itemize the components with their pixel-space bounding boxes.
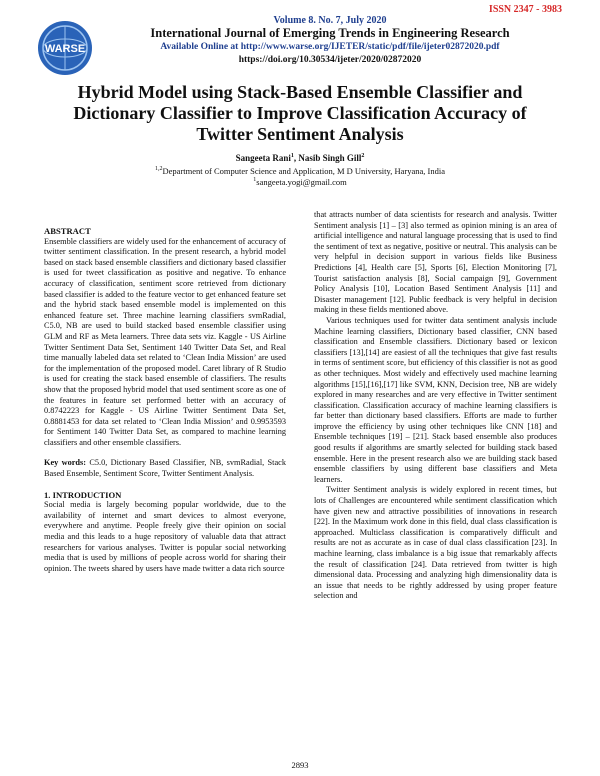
page-number: 2893	[291, 760, 309, 770]
introduction-paragraph-1: Social media is largely becoming popular worldwide, due to the availability of internet and smart devices to almost everyone, everywhere and anytime. People freely give their opinion on social media and this leads to a huge repository of valuable data that attract researchers for various analyses. Twitter is popular social networking media that is used by millions of people across world for sharing their opinion. The tweets shared by users have made twitter a data rich source	[44, 500, 286, 573]
author-2-sup: 2	[361, 153, 365, 159]
journal-name: International Journal of Emerging Trends in Engineering Research	[150, 26, 510, 40]
logo-text: WARSE	[44, 43, 86, 55]
author-1-sup: 1	[290, 153, 294, 159]
abstract-text: Ensemble classifiers are widely used for the enhancement of accuracy of twitter sentiment classification. In the present research, a hybrid model based on stack based ensemble classifiers and dictionary based classifier is used for tweet classification as positive and negative. To enhance accuracy of classification, sentiment score retrieved from dictionary based classifier is added to the feature vector to get enhanced feature set and the hybrid stack based ensemble model is implemented on this enhanced feature set. Three machine learning classifiers svmRadial, C5.0, NB are used to build stacked based ensemble classifier using GLM and RF as Meta learners. Three data sets viz. Kaggle - US Airline Twitter Sentiment Data Set, Sentiment 140 Twitter Data Set, and Real time manually labeled data set related to ‘Clean India Mission’ are used for the implementation of the proposed model. Caret library of R Studio is used for creating the stack based ensemble of classifiers. The results show that the proposed hybrid model that used sentiment score as one of the features in feature set performed better with an accuracy of 0.8742223 for Kaggle - US Airline Twitter Sentiment Data Set, 0.8881453 for data set related to ‘Clean India Mission’ and 0.9953593 for Sentiment 140 Twitter Data Set, as compared to machine learning classifiers and other ensemble classifiers.	[44, 236, 286, 447]
keywords-paragraph	[44, 458, 286, 479]
author-1: Sangeeta Rani	[235, 153, 291, 163]
doi-link[interactable]: https://doi.org/10.30534/ijeter/2020/02872020	[238, 55, 422, 65]
affiliation	[0, 166, 600, 176]
paper-title: Hybrid Model using Stack-Based Ensemble Classifier and Dictionary Classifier to Improve Classification Accuracy of Twitter Sentiment Analysis	[73, 82, 527, 144]
right-column	[314, 210, 557, 602]
author-2: Nasib Singh Gill	[298, 153, 362, 163]
email-sup: 1	[253, 177, 257, 184]
affiliation-text: Department of Computer Science and Application, M D University, Haryana, India	[162, 166, 445, 176]
available-online-link[interactable]: Available Online at http://www.warse.org/IJETER/static/pdf/file/ijeter02872020.pdf	[160, 42, 500, 52]
abstract-heading: ABSTRACT	[44, 226, 91, 236]
email-text: sangeeta.yogi@gmail.com	[256, 177, 347, 187]
keywords-text: C5.0, Dictionary Based Classifier, NB, svmRadial, Stack Based Ensemble, Sentiment Score, Twitter Sentiment Analysis.	[44, 458, 286, 479]
author-line	[0, 153, 600, 163]
volume-line: Volume 8. No. 7, July 2020	[273, 15, 387, 26]
left-column	[44, 226, 286, 574]
author-separator: ,	[293, 153, 299, 163]
introduction-heading: 1. INTRODUCTION	[44, 489, 122, 500]
right-paragraph-3: Twitter Sentiment analysis is widely explored in recent times, but lots of Challenges are encountered while sentiment classification which have given new and attractive possibilities of innovations in research [22]. In the Maximum work done in this field, dual class classification is approached. Multiclass classification is comparatively difficult and results are not as accurate as in case of dual class classification [23]. In machine learning, class imbalance is a big issue that remarkably affects the result of classification [24]. Data retrieved from twitter is high dimensional data. Processing and analyzing high dimensionality data is an issue that needs to be rightly addressed by using proper feature selection and	[314, 485, 557, 601]
right-paragraph-1: that attracts number of data scientists for research and analysis. Twitter Sentiment analysis [1] – [3] also termed as opinion mining is an area of artificial intelligence and natural language processing that is used to find the sentiment of text as negative, positive or neutral. This analysis can be very helpful in decision support in various fields like Business Predictions [4], Health care [5], Sports [6], Election Monitoring [7], Tourist satisfaction analysis [8], Social campaign [9], Government Policy Analysis [10], Location Based Sentiment Analysis [11] and Disaster management [12]. Public feedback is very helpful in decision making in these fields mentioned above.	[314, 210, 557, 315]
right-paragraph-2: Various techniques used for twitter data sentiment analysis include Machine learning classifiers, Dictionary based classifier, CNN based classification and Ensemble classifiers. Dictionary based or lexicon classifiers [13],[14] are easiest of all the techniques that give fast results in terms of sentiment score, but efficiency of this classifier is not as good as other techniques. Most widely and effectively used machine learning algorithms [15],[16],[17] like SVM, KNN, Decision tree, NB are widely explored in many researches and are very effective in Twitter sentiment classification. Classification accuracy of machine learning classifiers is far better than dictionary based classifiers. Efforts are made to further improve the efficiency by using other techniques like CNN [18] and Ensemble techniques [19] – [21]. Stack based ensemble also produces good results if algorithms are smartly selected for building stack based ensemble. Here in the present research also we are building stack based ensemble classifiers by using different base classifiers and Meta learners.	[314, 315, 557, 484]
author-email	[0, 177, 600, 187]
issn-label: ISSN 2347 - 3983	[488, 4, 562, 15]
keywords-label: Key words:	[44, 458, 87, 468]
affiliation-sup: 1,2	[155, 166, 163, 173]
